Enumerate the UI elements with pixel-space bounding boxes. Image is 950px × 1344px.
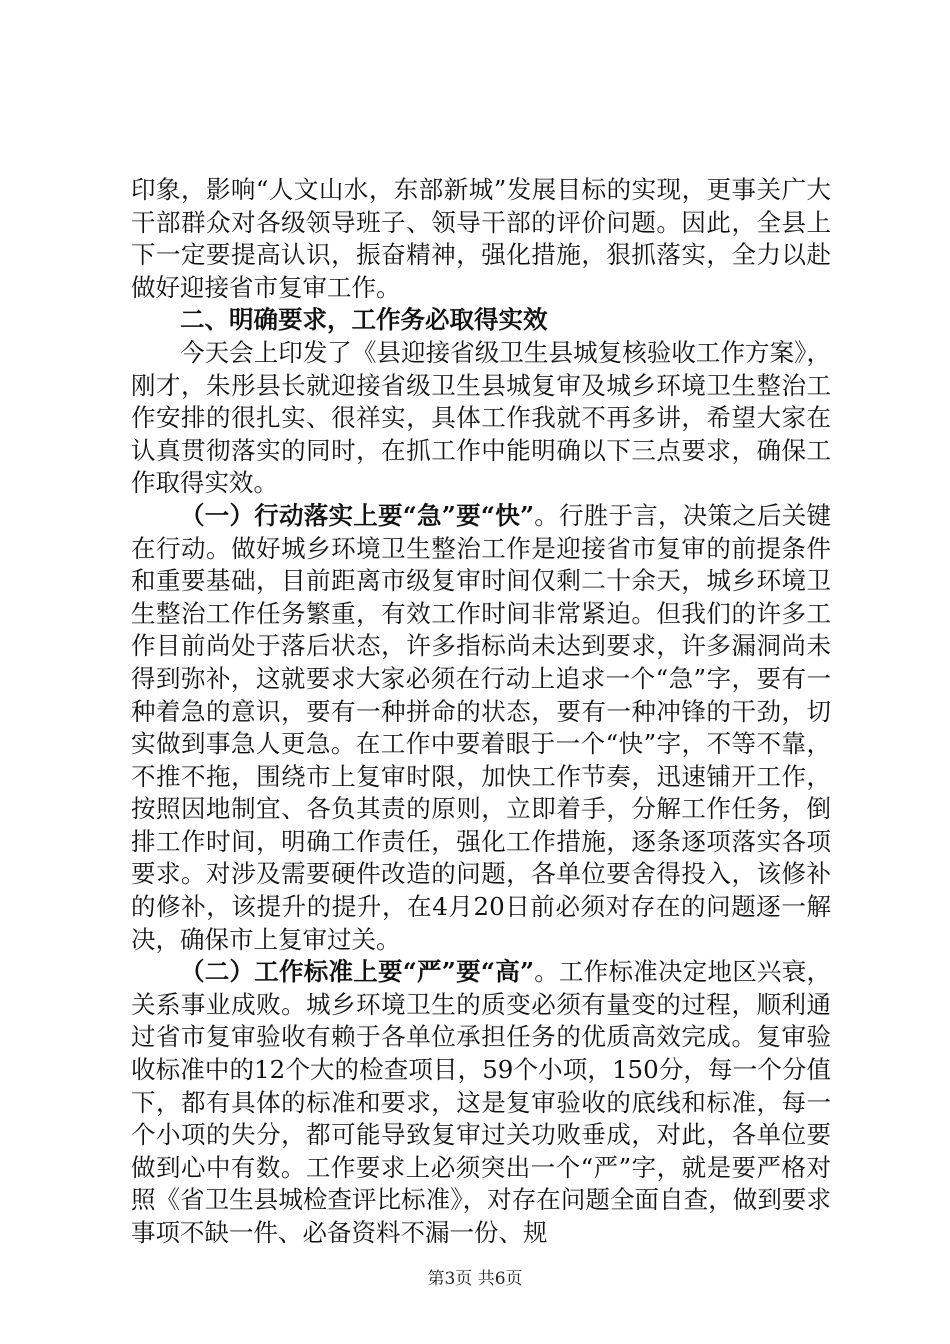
paragraph-intro (131, 337, 831, 500)
page-number-label: 第3页 共6页 (427, 1269, 523, 1289)
document-body (131, 174, 831, 1250)
point-two-heading: （二）工作标准上要“严”要“高” (180, 957, 535, 987)
paragraph-text: 印象，影响“人文山水，东部新城”发展目标的实现，更事关广大干部群众对各级领导班子、领导干部的评价问题。因此，全县上下一定要提高认识，振奋精神，强化措施，狠抓落实，全力以赴做好迎接省市复审工作。 (131, 175, 831, 302)
paragraph-text: 。工作标准决定地区兴衰，关系事业成败。城乡环境卫生的质变必须有量变的过程，顺利通过省市复审验收有赖于各单位承担任务的优质高效完成。复审验收标准中的12个大的检查项目，59个小项，150分，每一个分值下，都有具体的标准和要求，这是复审验收的底线和标准，每一个小项的失分，都可能导致复审过关功败垂成，对此，各单位要做到心中有数。工作要求上必须突出一个“严”字，就是要严格对照《省卫生县城检查评比标准》，对存在问题全面自查，做到要求事项不缺一件、必备资料不漏一份、规 (131, 957, 832, 1247)
point-one-heading: （一）行动落实上要“急”要“快” (180, 500, 535, 530)
paragraph-point-two (131, 956, 831, 1249)
paragraph-point-one (131, 500, 831, 956)
page-footer (0, 1268, 950, 1290)
section-heading (131, 304, 831, 337)
paragraph-continuation (131, 174, 831, 304)
paragraph-text: 今天会上印发了《县迎接省级卫生县城复核验收工作方案》，刚才，朱彤县长就迎接省级卫生县城复审及城乡环境卫生整治工作安排的很扎实、很祥实，具体工作我就不再多讲，希望大家在认真贯彻落实的同时，在抓工作中能明确以下三点要求，确保工作取得实效。 (131, 337, 831, 498)
paragraph-text: 。行胜于言，决策之后关键在行动。做好城乡环境卫生整治工作是迎接省市复审的前提条件和重要基础，目前距离市级复审时间仅剩二十余天，城乡环境卫生整治工作任务繁重，有效工作时间非常紧迫。但我们的许多工作目前尚处于落后状态，许多指标尚未达到要求，许多漏洞尚未得到弥补，这就要求大家必须在行动上追求一个“急”字，要有一种着急的意识，要有一种拼命的状态，要有一种冲锋的干劲，切实做到事急人更急。在工作中要着眼于一个“快”字，不等不靠，不推不拖，围绕市上复审时限，加快工作节奏，迅速铺开工作，按照因地制宜、各负其责的原则，立即着手，分解工作任务，倒排工作时间，明确工作责任，强化工作措施，逐条逐项落实各项要求。对涉及需要硬件改造的问题，各单位要舍得投入，该修补的修补，该提升的提升，在4月20日前必须对存在的问题逐一解决，确保市上复审过关。 (131, 500, 832, 954)
section-heading-text: 二、明确要求，工作务必取得实效 (180, 305, 548, 335)
